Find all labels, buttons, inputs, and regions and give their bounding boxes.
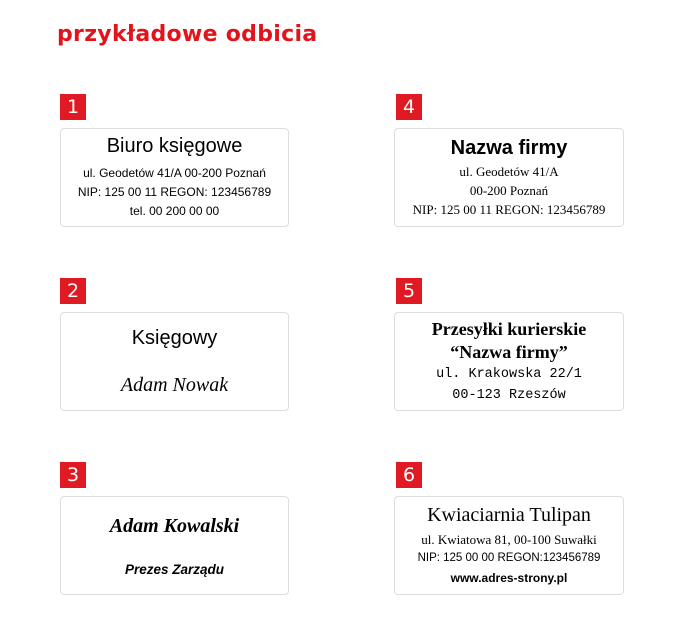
stamp-website: www.adres-strony.pl bbox=[450, 570, 568, 585]
stamp-preview-card bbox=[394, 496, 624, 595]
stamp-text-line: NIP: 125 00 00 REGON:123456789 bbox=[417, 551, 601, 564]
stamp-preview-card bbox=[394, 312, 624, 411]
stamp-person-name: Adam Nowak bbox=[120, 373, 229, 396]
stamp-text-line: NIP: 125 00 11 REGON: 123456789 bbox=[412, 201, 606, 217]
stamp-preview-card bbox=[60, 496, 289, 595]
stamp-number-badge: 5 bbox=[396, 278, 422, 304]
stamp-preview-card bbox=[394, 128, 624, 227]
stamp-number-badge: 6 bbox=[396, 462, 422, 488]
stamp-person-name: Adam Kowalski bbox=[109, 514, 240, 537]
stamp-text-line: tel. 00 200 00 00 bbox=[129, 203, 220, 218]
stamp-preview-card bbox=[60, 312, 289, 411]
stamp-text-line: ul. Kwiatowa 81, 00-100 Suwałki bbox=[421, 531, 597, 547]
stamp-text-line: NIP: 125 00 11 REGON: 123456789 bbox=[77, 184, 272, 199]
stamp-text-line: 00-123 Rzeszów bbox=[452, 387, 566, 403]
page-heading: przykładowe odbicia bbox=[57, 22, 318, 47]
stamp-text-line: 00-200 Poznań bbox=[469, 182, 549, 198]
stamp-number-badge: 1 bbox=[60, 94, 86, 120]
stamp-company-name: Kwiaciarnia Tulipan bbox=[427, 503, 591, 526]
stamp-text-line: ul. Krakowska 22/1 bbox=[436, 366, 582, 382]
stamp-text-line: ul. Geodetów 41/A bbox=[459, 163, 559, 179]
stamp-role: Księgowy bbox=[131, 326, 218, 349]
stamp-text-line: ul. Geodetów 41/A 00-200 Poznań bbox=[83, 165, 266, 180]
stamp-company-name: Biuro księgowe bbox=[106, 134, 243, 157]
stamp-company-name: Nazwa firmy bbox=[450, 136, 568, 159]
stamp-number-badge: 3 bbox=[60, 462, 86, 488]
stamp-preview-card bbox=[60, 128, 289, 227]
stamp-number-badge: 2 bbox=[60, 278, 86, 304]
stamp-role: Prezes Zarządu bbox=[124, 561, 225, 577]
stamp-number-badge: 4 bbox=[396, 94, 422, 120]
stamp-company-name: Przesyłki kurierskie bbox=[431, 318, 587, 339]
stamp-company-name: “Nazwa firmy” bbox=[450, 341, 568, 362]
